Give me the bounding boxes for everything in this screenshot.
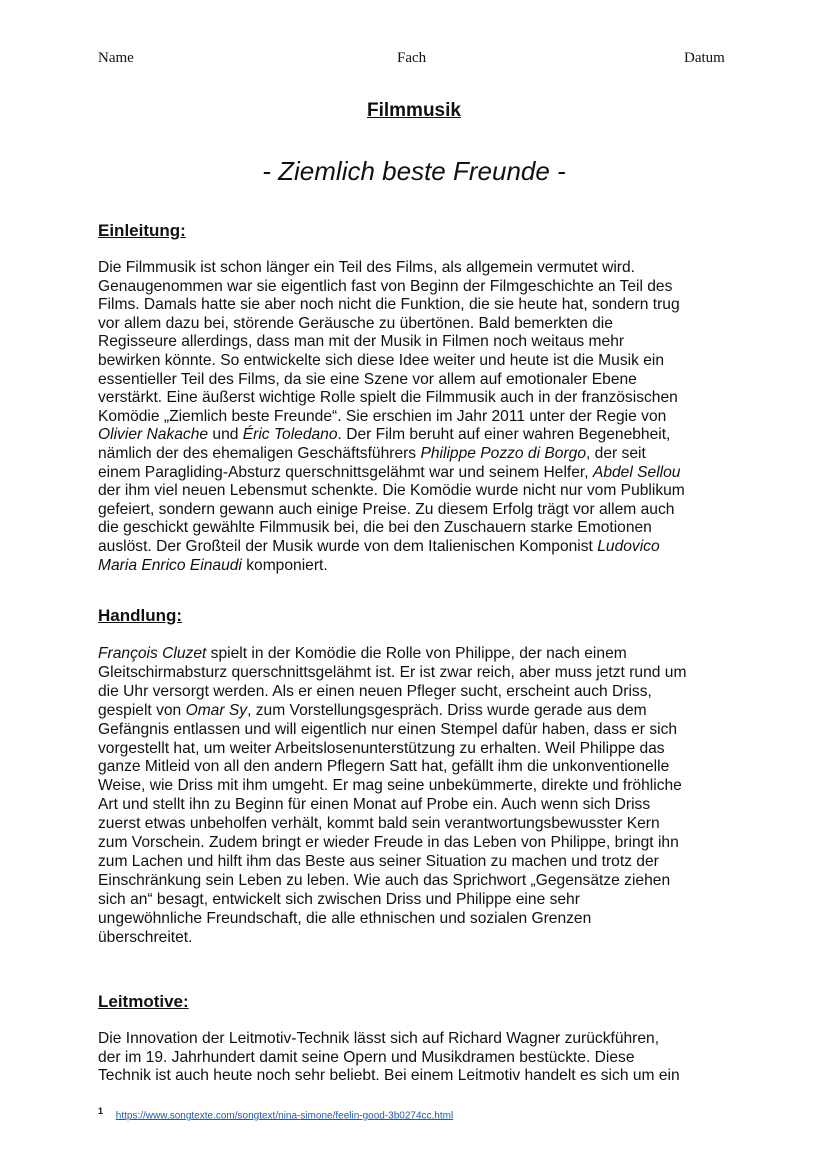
text-segment: gefeiert, sondern gewann auch einige Preise. Zu diesem Erfolg trägt vor allem auch <box>98 500 675 518</box>
text-segment: auslöst. Der Großteil der Musik wurde von dem Italienischen Komponist <box>98 537 598 555</box>
text-line <box>98 315 758 334</box>
italic-text: François Cluzet <box>98 645 207 662</box>
text-line <box>98 426 758 445</box>
text-line <box>98 1030 758 1049</box>
text-segment: zum Lachen und hilft ihm das Beste aus seiner Situation zu machen und trotz der <box>98 852 659 870</box>
text-line <box>98 702 758 721</box>
text-line <box>98 352 758 371</box>
heading-leitmotive: Leitmotive: <box>98 992 189 1011</box>
text-segment: Art und stellt ihn zu Beginn für einen Monat auf Probe ein. Auch wenn sich Driss <box>98 796 651 814</box>
text-line <box>98 872 758 891</box>
italic-text: Philippe Pozzo di Borgo <box>420 444 587 462</box>
text-segment: überschreitet. <box>98 928 193 946</box>
text-line <box>98 371 758 390</box>
heading-einleitung: Einleitung: <box>98 221 186 240</box>
text-line <box>98 538 758 557</box>
text-segment: der ihm viel neuen Lebensmut schenkte. Die Komödie wurde nicht nur vom Publikum <box>98 482 685 500</box>
text-line <box>98 501 758 520</box>
text-segment: der im 19. Jahrhundert damit seine Opern und Musikdramen bestückte. Diese <box>98 1048 635 1066</box>
italic-text: Maria Enrico Einaudi <box>98 556 242 574</box>
text-line <box>98 1049 758 1068</box>
footnote-link[interactable]: https://www.songtexte.com/songtext/nina-simone/feelin-good-3b0274cc.html <box>115 1110 454 1122</box>
text-line <box>98 333 758 352</box>
text-line <box>98 482 758 501</box>
italic-text: Éric Toledano <box>242 426 338 444</box>
text-segment: Genaugenommen war sie eigentlich fast von Beginn der Filmgeschichte an Teil des <box>98 277 673 295</box>
text-line <box>98 834 758 853</box>
text-segment: ungewöhnliche Freundschaft, die alle ethnischen und sozialen Grenzen <box>98 909 592 927</box>
italic-text: Ludovico <box>597 537 660 555</box>
text-segment: essentieller Teil des Films, da sie eine Szene vor allem auf emotionaler Ebene <box>98 370 637 388</box>
text-line <box>98 464 758 483</box>
text-line <box>98 853 758 872</box>
text-line <box>98 758 758 777</box>
text-segment: Die Filmmusik ist schon länger ein Teil des Films, als allgemein vermutet wird. <box>98 259 636 276</box>
text-segment: Einschränkung sein Leben zu leben. Wie auch das Sprichwort „Gegensätze ziehen <box>98 871 671 889</box>
text-segment: vor allem dazu bei, störende Geräusche zu übertönen. Bald bemerkten die <box>98 314 613 332</box>
text-segment: , zum Vorstellungsgespräch. Driss wurde gerade aus dem <box>247 701 647 719</box>
text-line <box>98 408 758 427</box>
text-line <box>98 278 758 297</box>
page-title-text: Filmmusik <box>367 100 461 121</box>
text-line <box>98 1067 758 1086</box>
paragraph-leitmotive <box>98 1030 758 1086</box>
text-line <box>98 296 758 315</box>
text-line <box>98 777 758 796</box>
text-segment: , der seit <box>586 444 646 462</box>
header-name: Name <box>98 50 134 66</box>
text-line <box>98 796 758 815</box>
text-line <box>98 721 758 740</box>
text-segment: Gleitschirmabsturz querschnittsgelähmt ist. Er ist zwar reich, aber muss jetzt rund um <box>98 663 687 681</box>
text-line <box>98 259 758 278</box>
text-segment: und <box>208 426 243 444</box>
text-line <box>98 557 758 576</box>
text-segment: zuerst etwas unbeholfen verhält, kommt bald sein verantwortungsbewusster Kern <box>98 815 660 833</box>
header-subject: Fach <box>397 50 427 66</box>
paragraph-handlung <box>98 645 758 948</box>
page-title <box>0 100 828 122</box>
text-segment: . Der Film beruht auf einer wahren Begenebheit, <box>337 426 671 444</box>
text-segment: Gefängnis entlassen und will eigentlich nur einen Stempel dafür haben, dass er sich <box>98 720 678 738</box>
text-segment: sich an“ besagt, entwickelt sich zwischen Driss und Philippe eine sehr <box>98 890 580 908</box>
text-segment: einem Paragliding-Absturz querschnittsgelähmt war und seinem Helfer, <box>98 463 593 481</box>
text-segment: Die Innovation der Leitmotiv-Technik lässt sich auf Richard Wagner zurückführen, <box>98 1030 660 1047</box>
footnote-number: 1 <box>98 1106 104 1116</box>
text-segment: Films. Damals hatte sie aber noch nicht die Funktion, die sie heute hat, sondern trug <box>98 296 680 314</box>
text-segment: Technik ist auch heute noch sehr beliebt. Bei einem Leitmotiv handelt es sich um ein <box>98 1067 680 1085</box>
text-line <box>98 389 758 408</box>
paragraph-einleitung <box>98 259 758 575</box>
text-segment: bewirken könnte. So entwickelte sich diese Idee weiter und heute ist die Musik ein <box>98 351 665 369</box>
text-segment: zum Vorschein. Zudem bringt er wieder Freude in das Leben von Philippe, bringt ihn <box>98 834 679 852</box>
header-date: Datum <box>684 50 725 66</box>
text-segment: nämlich der des ehemaligen Geschäftsführers <box>98 444 421 462</box>
text-line <box>98 664 758 683</box>
text-line <box>98 929 758 948</box>
text-line <box>98 519 758 538</box>
text-line <box>98 815 758 834</box>
text-line <box>98 645 758 664</box>
heading-handlung: Handlung: <box>98 606 183 625</box>
text-segment: die Uhr versorgt werden. Als er einen neuen Pfleger sucht, erscheint auch Driss, <box>98 682 652 700</box>
text-segment: vorgestellt hat, um weiter Arbeitslosenunterstützung zu erhalten. Weil Philippe das <box>98 739 665 757</box>
page-subtitle: - Ziemlich beste Freunde - <box>262 156 566 186</box>
italic-text: Olivier Nakache <box>98 426 209 444</box>
text-line <box>98 910 758 929</box>
text-line <box>98 740 758 759</box>
text-segment: ganze Mitleid von all den andern Pflegern Satt hat, gefällt ihm die unkonventionelle <box>98 758 670 776</box>
text-segment: gespielt von <box>98 701 186 719</box>
text-segment: Komödie „Ziemlich beste Freunde“. Sie erschien im Jahr 2011 unter der Regie von <box>98 407 667 425</box>
italic-text: Abdel Sellou <box>592 463 681 481</box>
text-line <box>98 683 758 702</box>
footnote <box>98 1106 453 1121</box>
text-line <box>98 891 758 910</box>
text-segment: Regisseure allerdings, dass man mit der Musik in Filmen noch weitaus mehr <box>98 333 625 351</box>
text-segment: spielt in der Komödie die Rolle von Philippe, der nach einem <box>206 645 627 662</box>
text-segment: komponiert. <box>241 556 328 574</box>
italic-text: Omar Sy <box>185 701 248 719</box>
text-segment: verstärkt. Eine äußerst wichtige Rolle spielt die Filmmusik auch in der französischen <box>98 389 678 407</box>
text-line <box>98 445 758 464</box>
text-segment: Weise, wie Driss mit ihm umgeht. Er mag seine unbekümmerte, direkte und fröhliche <box>98 777 682 795</box>
text-segment: die geschickt gewählte Filmmusik bei, die bei den Zuschauern starke Emotionen <box>98 519 652 537</box>
